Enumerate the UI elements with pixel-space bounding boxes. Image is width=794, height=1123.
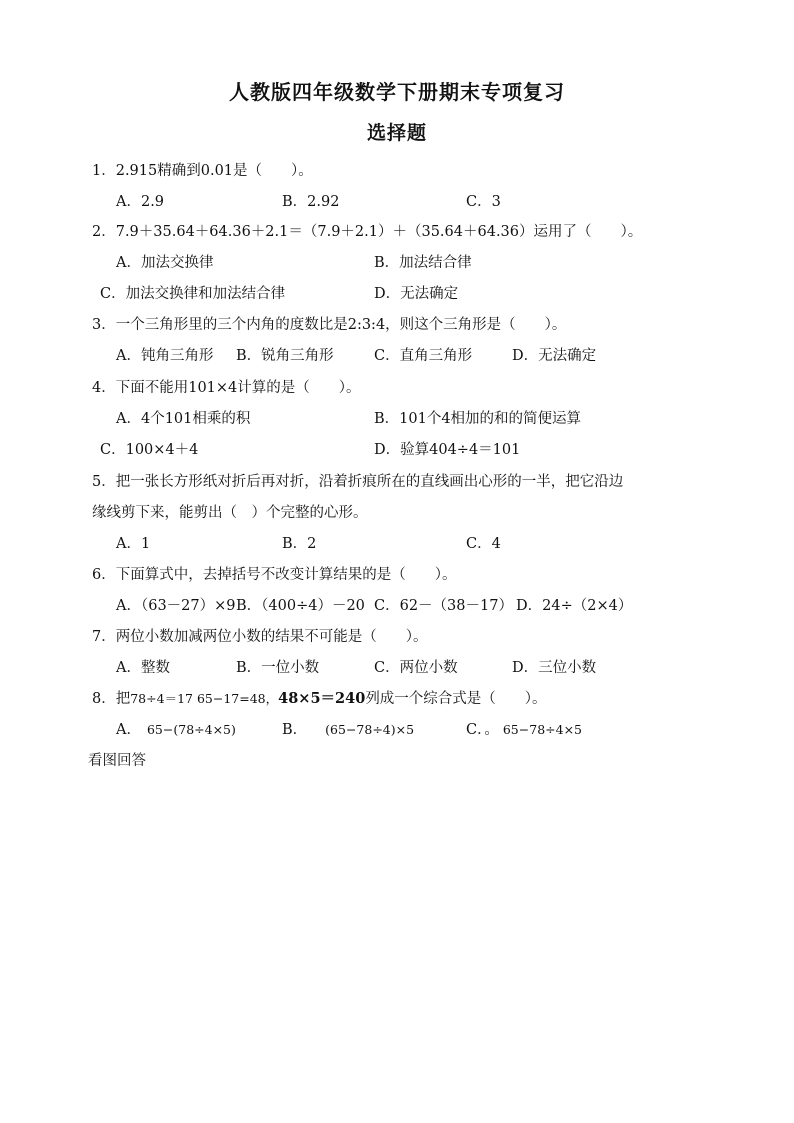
question-6-option-c: C．62－（38－17） bbox=[374, 598, 513, 614]
question-5-option-c: C．4 bbox=[466, 536, 501, 552]
question-4-option-a: A．4个101相乘的积 bbox=[116, 411, 251, 427]
question-4-option-d: D．验算404÷4＝101 bbox=[374, 442, 521, 458]
question-4-option-c: C．100×4＋4 bbox=[100, 442, 199, 458]
question-3-option-c: C．直角三角形 bbox=[374, 348, 473, 364]
question-8-stem bbox=[92, 689, 547, 709]
question-5-stem-line-2: 缘线剪下来，能剪出（ ）个完整的心形。 bbox=[92, 505, 368, 521]
question-8-option-a-label: A． bbox=[116, 722, 141, 738]
question-2-option-a: A．加法交换律 bbox=[116, 255, 214, 271]
question-7-option-d: D．三位小数 bbox=[512, 660, 597, 676]
question-4-option-b: B．101个4相加的和的简便运算 bbox=[374, 411, 582, 427]
question-2-option-b: B．加法结合律 bbox=[374, 255, 472, 271]
question-2-option-d: D．无法确定 bbox=[374, 286, 459, 302]
question-7-option-c: C．两位小数 bbox=[374, 660, 458, 676]
question-8-option-b-label: B． bbox=[282, 722, 308, 738]
question-6-option-b: B．（400÷4）－20 bbox=[236, 598, 365, 614]
question-8-option-b bbox=[282, 720, 414, 740]
question-4-stem: 4．下面不能用101×4计算的是（ ）。 bbox=[92, 380, 361, 396]
page-title: 人教版四年级数学下册期末专项复习 bbox=[229, 80, 565, 104]
question-8-option-a bbox=[116, 720, 236, 740]
question-7-option-b: B．一位小数 bbox=[236, 660, 320, 676]
question-1-stem: 1．2.915精确到0.01是（ ）。 bbox=[92, 163, 313, 179]
question-7-option-a: A．整数 bbox=[116, 660, 170, 676]
question-7-stem: 7．两位小数加减两位小数的结果不可能是（ ）。 bbox=[92, 629, 428, 645]
question-3-option-b: B．锐角三角形 bbox=[236, 348, 334, 364]
question-6-stem: 6．下面算式中，去掉括号不改变计算结果的是（ ）。 bbox=[92, 567, 457, 583]
question-5-option-b: B．2 bbox=[282, 536, 317, 552]
question-6-option-d: D．24÷（2×4） bbox=[516, 598, 633, 614]
question-2-stem: 2．7.9＋35.64＋64.36＋2.1＝（7.9＋2.1）＋（35.64＋64.36）运用了（ ）。 bbox=[92, 224, 643, 240]
question-1-option-b: B．2.92 bbox=[282, 194, 340, 210]
question-6-option-a: A．（63－27）×9 bbox=[116, 598, 236, 614]
question-5-option-a: A．1 bbox=[116, 536, 151, 552]
question-8-option-c-expression: 65−78÷4×5 bbox=[502, 722, 582, 737]
section-footer-text: 看图回答 bbox=[88, 753, 146, 769]
question-3-stem: 3．一个三角形里的三个内角的度数比是2:3:4，则这个三角形是（ ）。 bbox=[92, 317, 567, 333]
question-3-option-a: A．钝角三角形 bbox=[116, 348, 214, 364]
section-title: 选择题 bbox=[366, 122, 427, 144]
question-8-stem-tail: 列成一个综合式是（ ）。 bbox=[365, 691, 547, 707]
question-8-stem-expression: 78÷4＝17 65−17=48， bbox=[130, 691, 279, 706]
question-2-option-c: C．加法交换律和加法结合律 bbox=[100, 286, 286, 302]
question-5-stem-line-1: 5．把一张长方形纸对折后再对折，沿着折痕所在的直线画出心形的一半，把它沿边 bbox=[92, 474, 624, 490]
question-8-stem-bold-expression: 48×5＝240 bbox=[278, 690, 366, 707]
question-1-option-a: A．2.9 bbox=[116, 194, 165, 210]
question-1-option-c: C．3 bbox=[466, 194, 501, 210]
question-8-option-c bbox=[466, 720, 582, 740]
question-8-option-b-expression: (65−78÷4)×5 bbox=[325, 722, 415, 737]
question-3-option-d: D．无法确定 bbox=[512, 348, 597, 364]
question-8-stem-lead: 8．把 bbox=[92, 691, 131, 707]
question-8-option-c-label: C．。 bbox=[466, 722, 499, 738]
question-8-option-a-expression: 65−(78÷4×5) bbox=[146, 722, 236, 737]
